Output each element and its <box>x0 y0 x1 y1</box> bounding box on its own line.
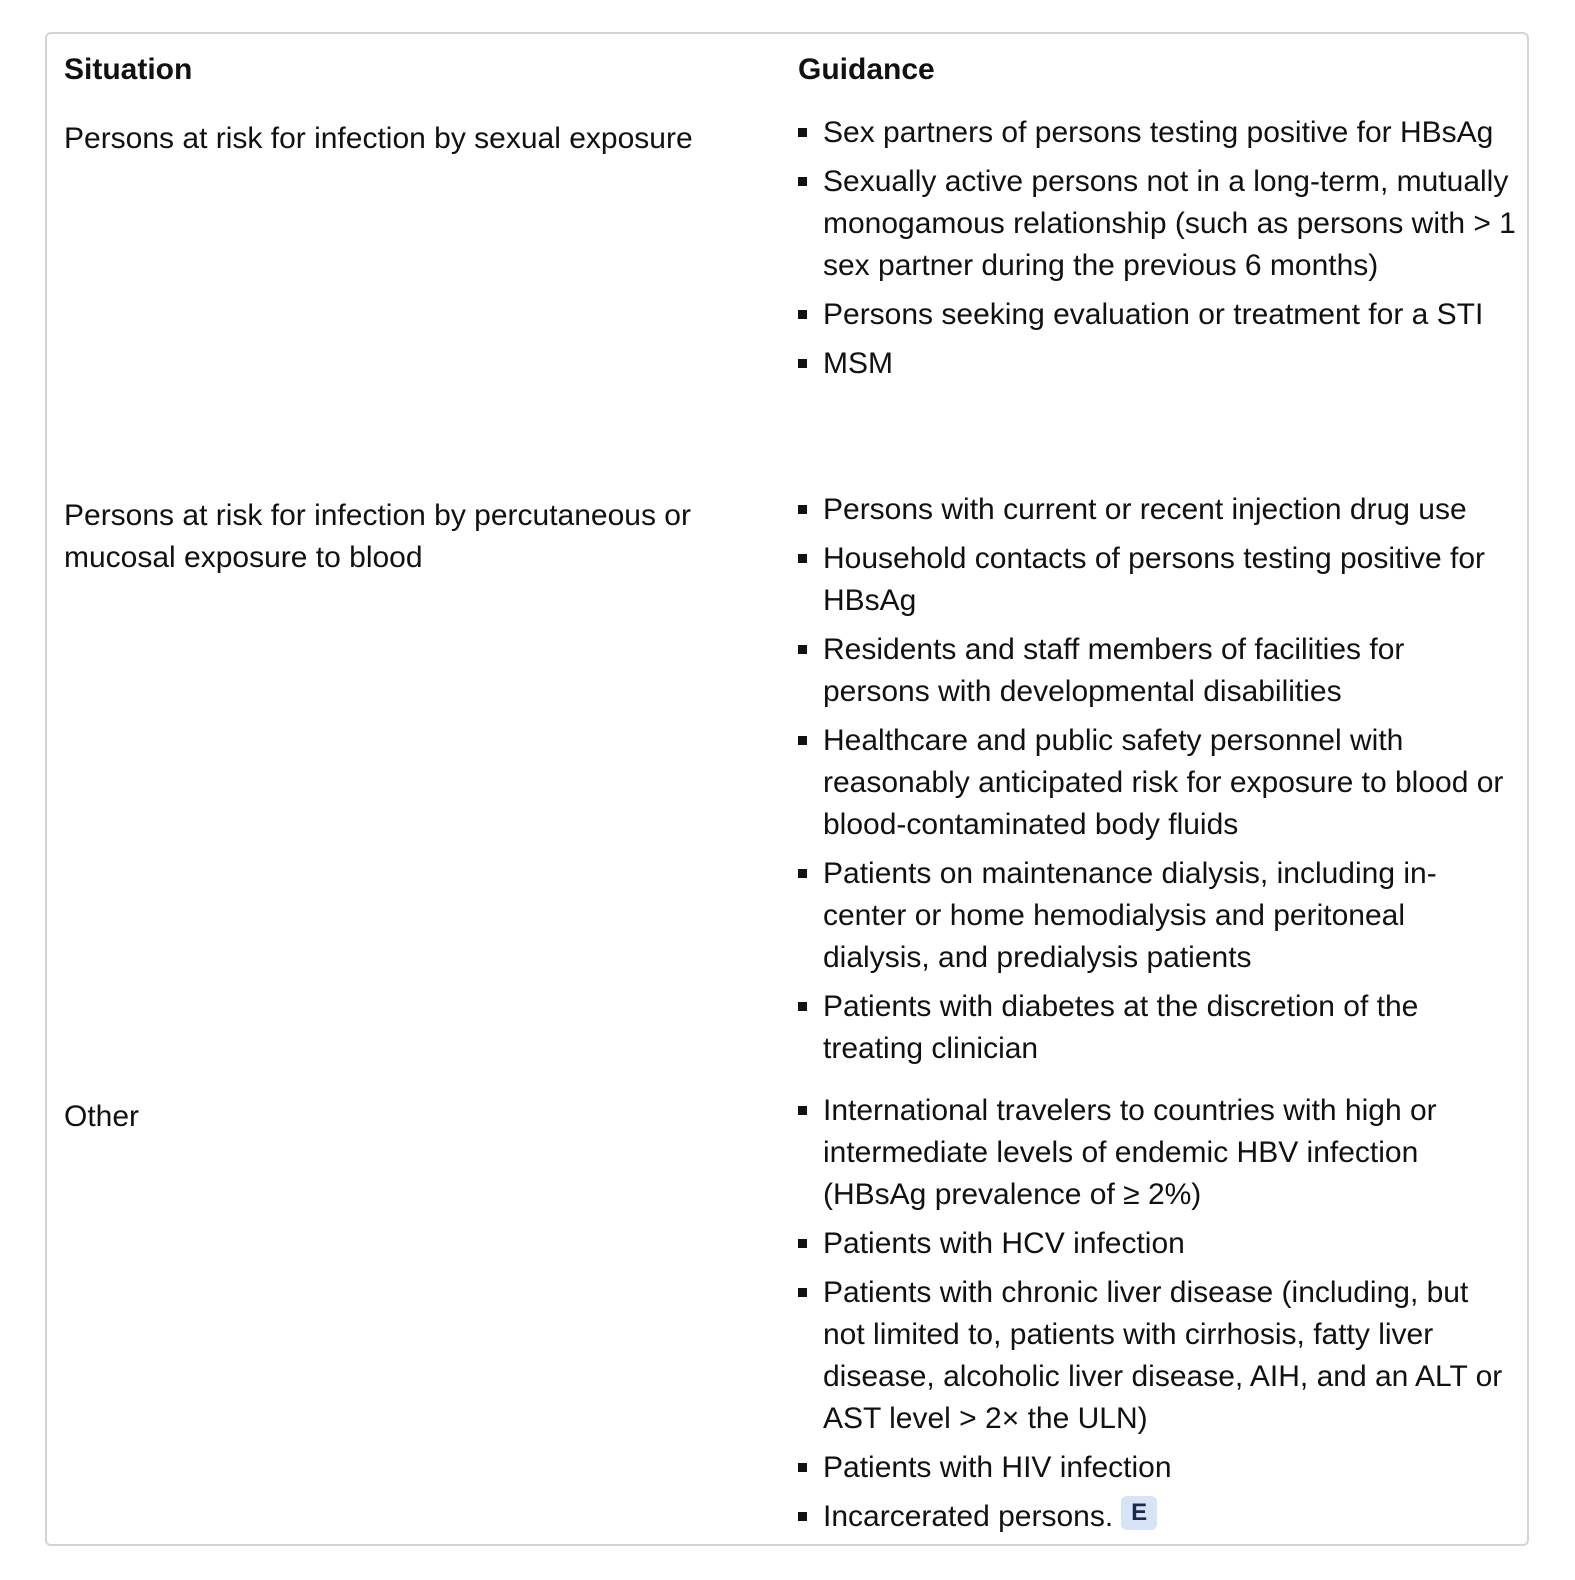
guidance-item: Persons with current or recent injection drug use <box>796 489 1518 531</box>
guidance-item: Patients with chronic liver disease (including, but not limited to, patients with cirrhosis, fatty liver disease, alcoholic liver disease, AIH, and an ALT or AST level > 2× the ULN) <box>796 1272 1518 1440</box>
situation-cell: Persons at risk for infection by sexual exposure <box>64 122 693 155</box>
bullet-icon <box>798 869 807 878</box>
guidance-table <box>45 32 1529 1546</box>
bullet-icon <box>798 1106 807 1115</box>
guidance-list <box>796 1090 1518 1545</box>
guidance-item: Patients on maintenance dialysis, including in-center or home hemodialysis and peritoneal dialysis, and predialysis patients <box>796 853 1518 979</box>
guidance-item: MSM <box>796 343 1518 385</box>
bullet-icon <box>798 177 807 186</box>
bullet-icon <box>798 1002 807 1011</box>
guidance-list <box>796 489 1518 1077</box>
guidance-item: Patients with diabetes at the discretion of the treating clinician <box>796 986 1518 1070</box>
evidence-badge[interactable]: E <box>1121 1496 1157 1530</box>
bullet-icon <box>798 736 807 745</box>
situation-cell: Persons at risk for infection by percutaneous or mucosal exposure to blood <box>64 499 691 574</box>
column-header-guidance: Guidance <box>798 53 935 86</box>
guidance-item: Incarcerated persons. E <box>796 1496 1518 1538</box>
bullet-icon <box>798 505 807 514</box>
bullet-icon <box>798 1288 807 1297</box>
column-header-situation: Situation <box>64 53 193 86</box>
guidance-item: Household contacts of persons testing positive for HBsAg <box>796 538 1518 622</box>
bullet-icon <box>798 1239 807 1248</box>
guidance-item: Patients with HIV infection <box>796 1447 1518 1489</box>
guidance-item: Patients with HCV infection <box>796 1223 1518 1265</box>
bullet-icon <box>798 310 807 319</box>
guidance-list <box>796 112 1518 392</box>
situation-cell: Other <box>64 1100 140 1133</box>
guidance-item: Sexually active persons not in a long-term, mutually monogamous relationship (such as persons with > 1 sex partner during the previous 6 months) <box>796 161 1518 287</box>
bullet-icon <box>798 1463 807 1472</box>
bullet-icon <box>798 1512 807 1521</box>
guidance-item: Residents and staff members of facilities for persons with developmental disabilities <box>796 629 1518 713</box>
bullet-icon <box>798 645 807 654</box>
bullet-icon <box>798 128 807 137</box>
guidance-item: Healthcare and public safety personnel with reasonably anticipated risk for exposure to blood or blood-contaminated body fluids <box>796 720 1518 846</box>
guidance-item: Persons seeking evaluation or treatment for a STI <box>796 294 1518 336</box>
bullet-icon <box>798 359 807 368</box>
bullet-icon <box>798 554 807 563</box>
table-header <box>47 34 1527 104</box>
guidance-item: International travelers to countries with high or intermediate levels of endemic HBV infection (HBsAg prevalence of ≥ 2%) <box>796 1090 1518 1216</box>
guidance-item: Sex partners of persons testing positive for HBsAg <box>796 112 1518 154</box>
